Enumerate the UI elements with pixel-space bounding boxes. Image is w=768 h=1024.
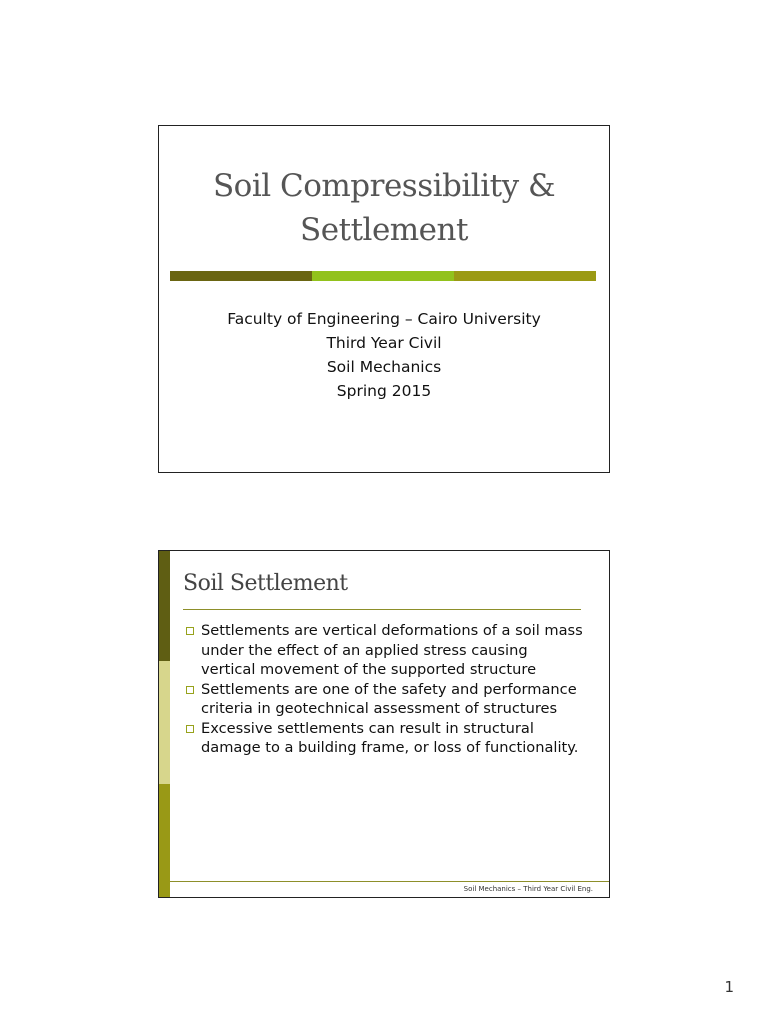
accent-segment-light [159,661,170,784]
footer-divider [170,881,609,882]
slide-title: Soil Settlement [183,571,348,596]
bullet-list [185,621,585,758]
page-number: 1 [724,978,734,996]
list-item [185,621,585,680]
color-bar-strip [170,271,596,281]
slide-title [159,164,609,252]
list-item [185,719,585,758]
term-line: Spring 2015 [336,382,432,400]
year-line: Third Year Civil [326,334,442,352]
color-bar-olive [454,271,596,281]
square-bullet-icon [186,725,194,733]
slide-footer: Soil Mechanics – Third Year Civil Eng. [463,885,593,893]
list-item [185,680,585,719]
course-info [159,307,609,403]
color-bar-lime [312,271,454,281]
content-slide [158,550,610,898]
square-bullet-icon [186,627,194,635]
bullet-text: Excessive settlements can result in structural damage to a building frame, or loss of functionality. [201,719,579,756]
accent-segment-dark [159,551,170,661]
color-bar-dark-olive [170,271,312,281]
slide-title-line-1: Soil Compressibility & [212,168,556,204]
accent-segment-olive [159,784,170,897]
left-accent-bar [159,551,170,897]
bullet-text: Settlements are vertical deformations of a soil mass under the effect of an applied stress causing vertical movement of the supported structure [201,622,583,678]
title-slide [158,125,610,473]
square-bullet-icon [186,686,194,694]
faculty-line: Faculty of Engineering – Cairo University [227,310,541,328]
course-line: Soil Mechanics [326,358,442,376]
bullet-text: Settlements are one of the safety and performance criteria in geotechnical assessment of structures [201,680,577,717]
title-underline [183,609,581,610]
slide-title-line-2: Settlement [300,212,468,248]
